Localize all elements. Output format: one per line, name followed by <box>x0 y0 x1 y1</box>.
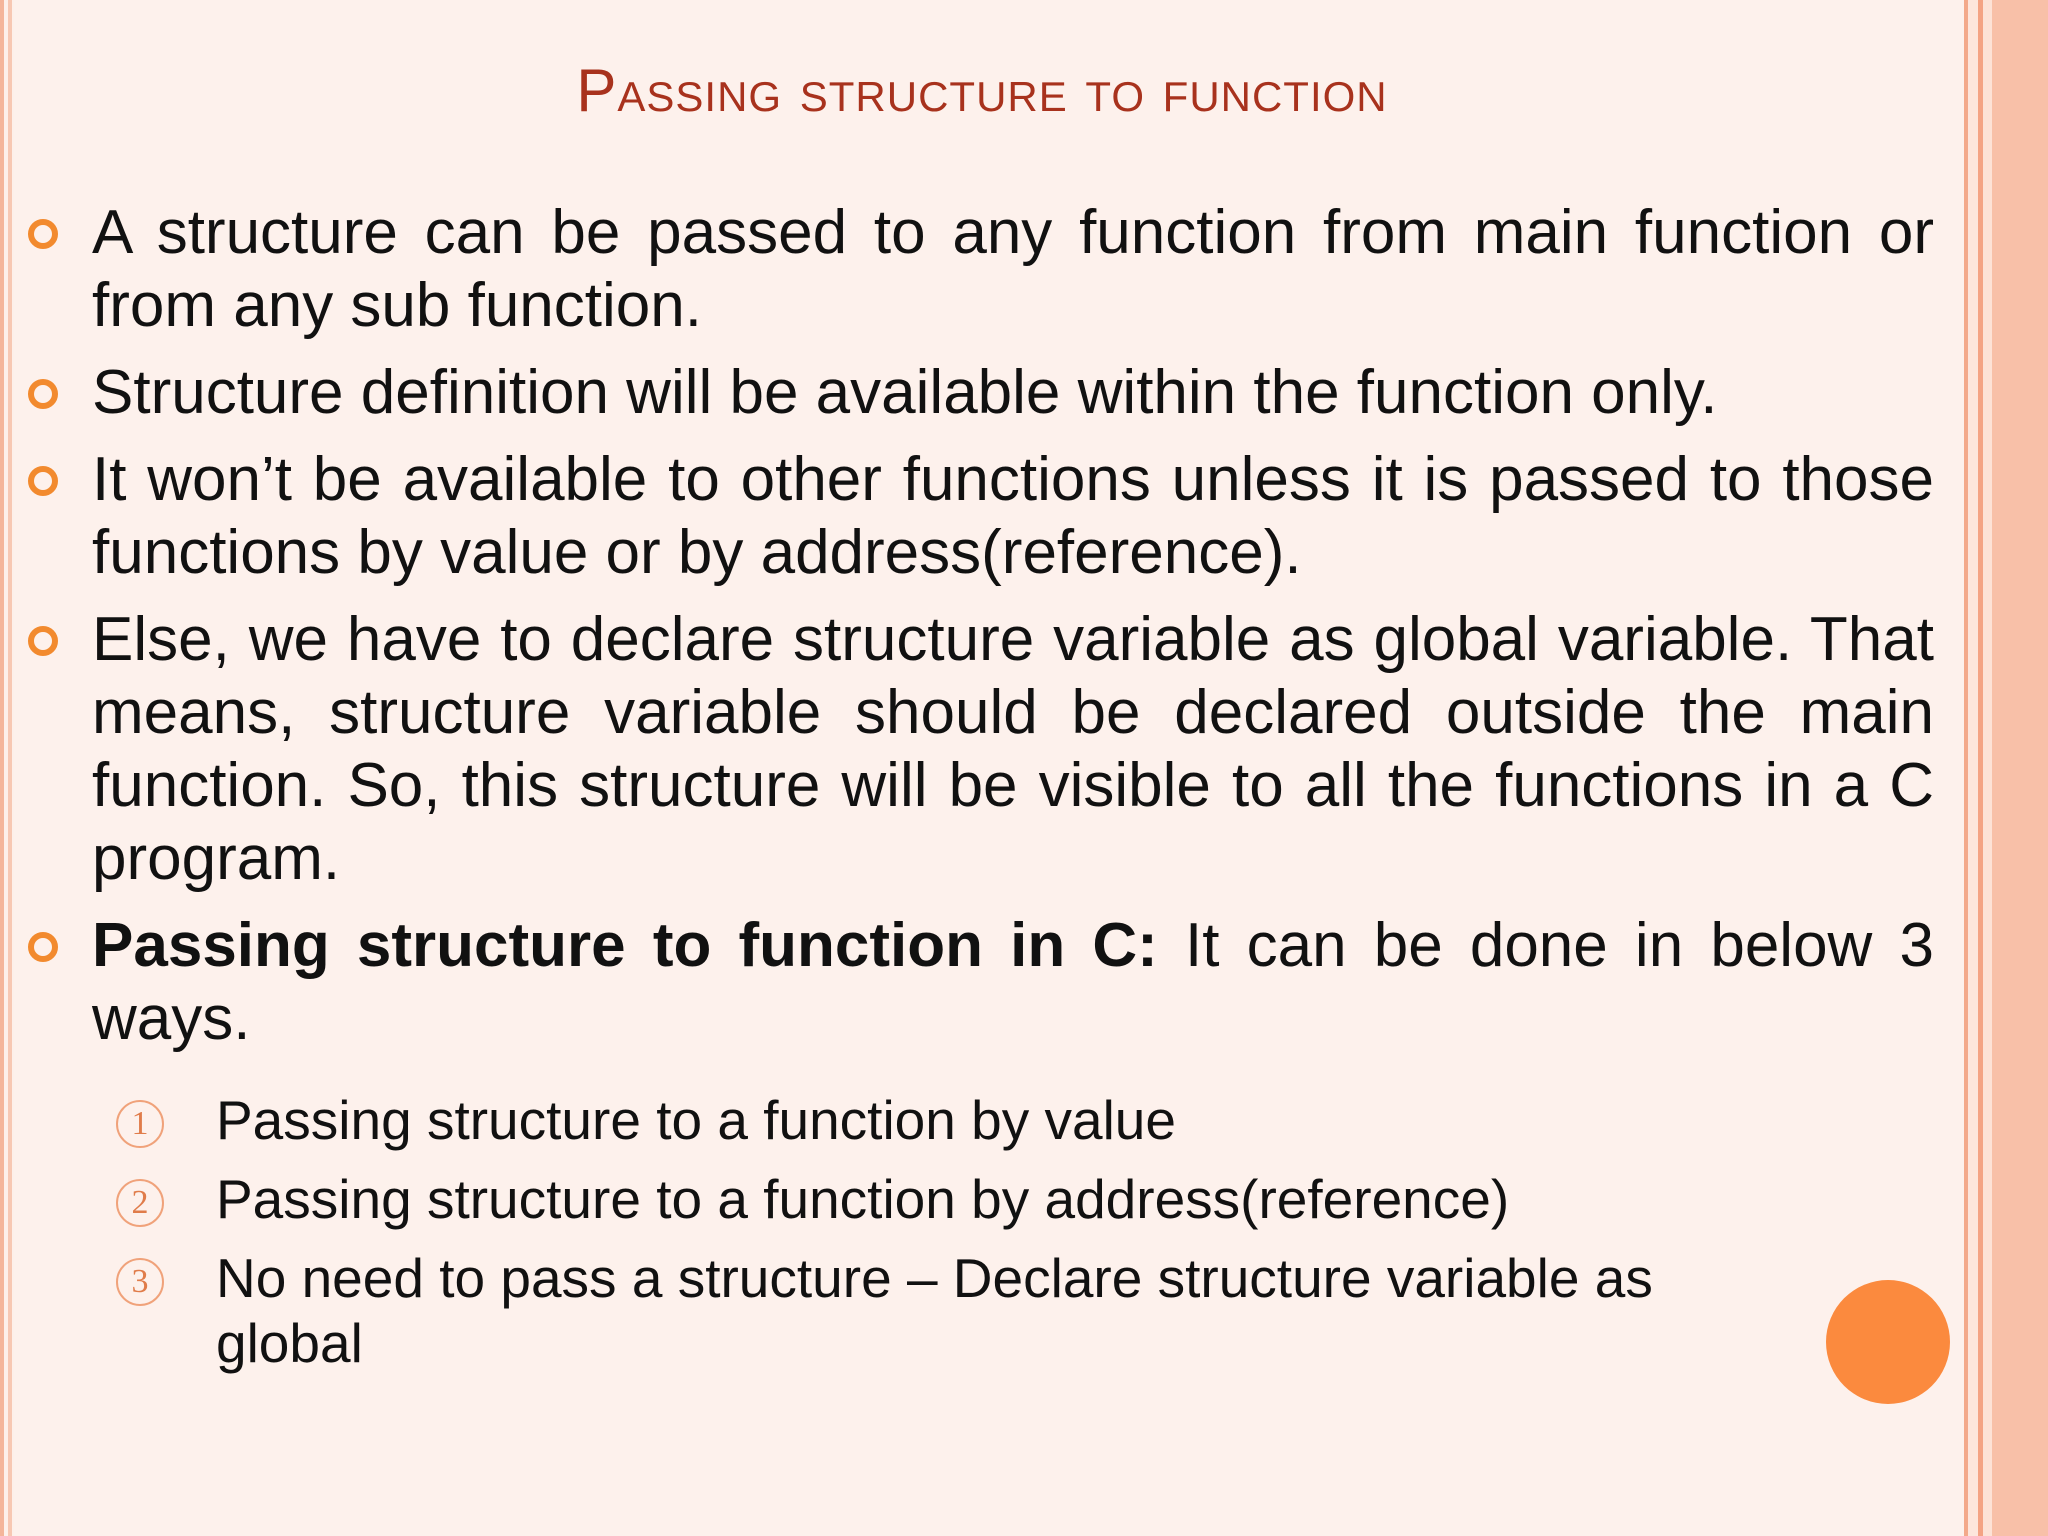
circled-number-icon: 1 <box>116 1100 164 1148</box>
slide-title: Passing structure to function <box>576 57 1388 124</box>
bullet-text: It can be done in below 3 ways. <box>92 911 1934 1053</box>
numbered-item-text: Passing structure to a function by address(reference) <box>216 1168 1510 1230</box>
left-border-strip-inner <box>8 0 12 1536</box>
numbered-item-text: Passing structure to a function by value <box>216 1089 1176 1151</box>
hollow-circle-bullet-icon <box>28 932 58 962</box>
circled-number-icon: 3 <box>116 1258 164 1306</box>
numbered-sublist <box>112 1088 1812 1390</box>
bullet-text: Structure definition will be available within the function only. <box>92 358 1718 427</box>
bullet-item <box>24 356 1934 429</box>
left-border-strip <box>0 0 4 1536</box>
hollow-circle-bullet-icon <box>28 626 58 656</box>
numbered-item <box>112 1167 1812 1232</box>
orange-circle-decoration <box>1826 1280 1950 1404</box>
right-border-gap-2 <box>1983 0 1992 1536</box>
bullet-item <box>24 603 1934 895</box>
bullet-list <box>24 196 1934 1069</box>
bullet-bold-lead: Passing structure to function in C: <box>92 911 1158 980</box>
bullet-item <box>24 196 1934 342</box>
right-border-band <box>1992 0 2048 1536</box>
right-border-gap <box>1968 0 1978 1536</box>
circled-number-icon: 2 <box>116 1179 164 1227</box>
bullet-text: It won’t be available to other functions unless it is passed to those functions by value or by address(reference). <box>92 445 1934 587</box>
bullet-text: Else, we have to declare structure variable as global variable. That means, structure variable should be declared outside the main function. So, this structure will be visible to all the functions in a C program. <box>92 605 1934 893</box>
bullet-item <box>24 443 1934 589</box>
hollow-circle-bullet-icon <box>28 466 58 496</box>
numbered-item-text: No need to pass a structure – Declare structure variable as global <box>216 1247 1653 1374</box>
bullet-item <box>24 909 1934 1055</box>
hollow-circle-bullet-icon <box>28 219 58 249</box>
numbered-item <box>112 1246 1812 1376</box>
bullet-text: A structure can be passed to any function from main function or from any sub function. <box>92 198 1934 340</box>
hollow-circle-bullet-icon <box>28 379 58 409</box>
numbered-item <box>112 1088 1812 1153</box>
